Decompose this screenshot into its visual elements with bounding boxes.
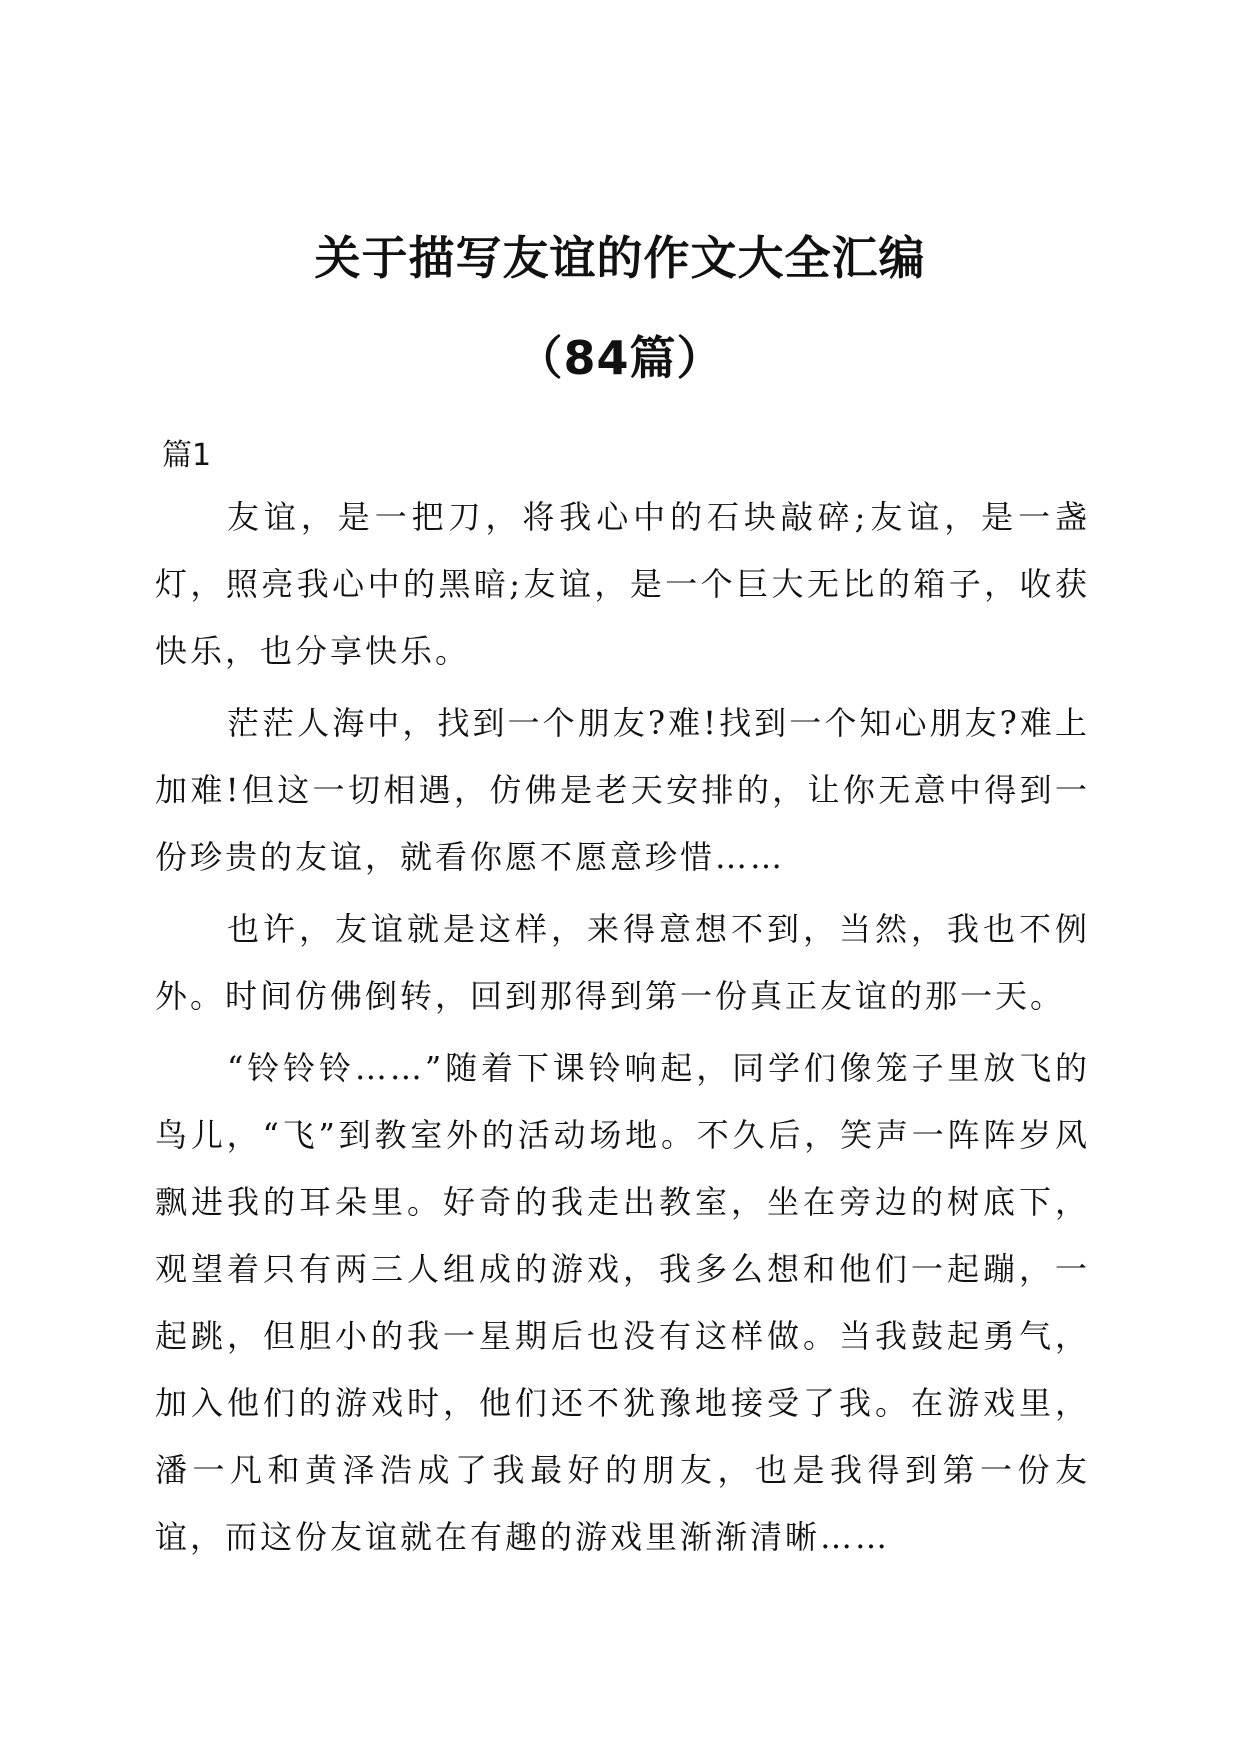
paragraph-3: 也许，友谊就是这样，来得意想不到，当然，我也不例外。时间仿佛倒转，回到那得到第一份真正友谊的那一天。 xyxy=(155,910,1090,1015)
paragraph-2: 茫茫人海中，找到一个朋友?难!找到一个知心朋友?难上加难!但这一切相遇，仿佛是老天安排的，让你无意中得到一份珍贵的友谊，就看你愿不愿意珍惜…… xyxy=(155,704,1090,876)
section-label: 篇1 xyxy=(162,438,212,473)
paragraph-4: “铃铃铃……”随着下课铃响起，同学们像笼子里放飞的鸟儿，“飞”到教室外的活动场地。不久后，笑声一阵阵岁风飘进我的耳朵里。好奇的我走出教室，坐在旁边的树底下，观望着只有两三人组成的游戏，我多么想和他们一起蹦，一起跳，但胆小的我一星期后也没有这样做。当我鼓起勇气，加入他们的游戏时，他们还不犹豫地接受了我。在游戏里，潘一凡和黄泽浩成了我最好的朋友，也是我得到第一份友谊，而这份友谊就在有趣的游戏里渐渐清晰…… xyxy=(155,1049,1090,1556)
document-title: 关于描写友谊的作文大全汇编 xyxy=(314,231,926,285)
essay-body xyxy=(155,484,1090,1576)
document-subtitle: （84篇） xyxy=(516,331,724,385)
paragraph-1: 友谊，是一把刀，将我心中的石块敲碎;友谊，是一盏灯，照亮我心中的黑暗;友谊，是一个巨大无比的箱子，收获快乐，也分享快乐。 xyxy=(155,498,1090,670)
